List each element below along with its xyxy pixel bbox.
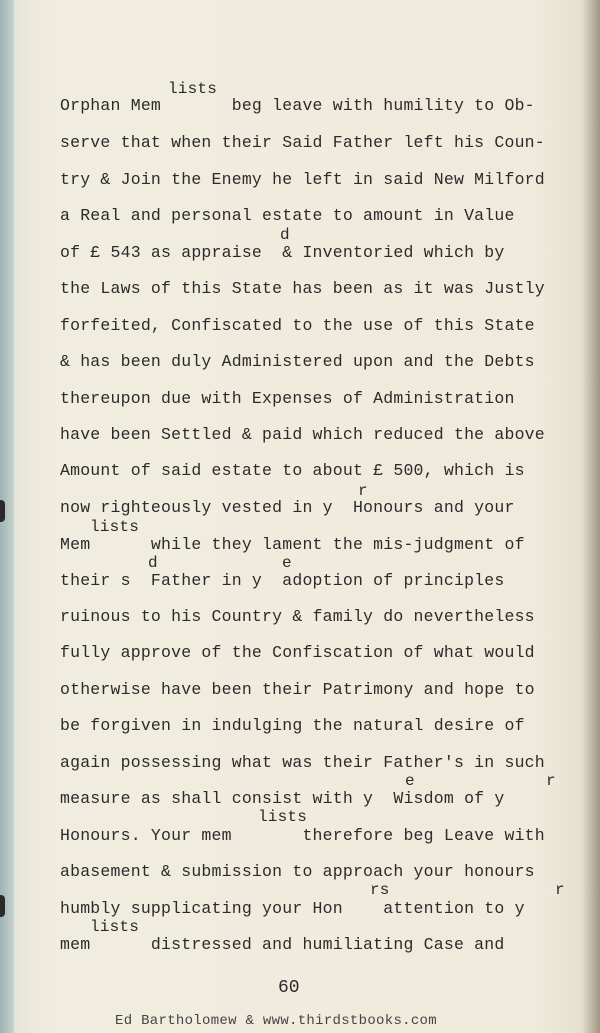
text-line: otherwise have been their Patrimony and hope to: [60, 680, 535, 699]
text-line: Orphan Mem beg leave with humility to Ob-: [60, 96, 535, 115]
superscript: rs: [370, 881, 390, 899]
text-line: abasement & submission to approach your honours: [60, 862, 535, 881]
superscript: r: [555, 881, 565, 899]
text-line: fully approve of the Confiscation of what would: [60, 643, 535, 662]
superscript: r: [546, 772, 556, 790]
page-edge-shadow: [582, 0, 600, 1033]
superscript: d: [148, 554, 158, 572]
text-line: of £ 543 as appraise & Inventoried which by: [60, 243, 505, 262]
text-line: measure as shall consist with y Wisdom of y: [60, 789, 505, 808]
text-line: mem distressed and humiliating Case and: [60, 935, 505, 954]
text-line: a Real and personal estate to amount in Value: [60, 206, 515, 225]
text-line: again possessing what was their Father's in such: [60, 753, 545, 772]
text-line: the Laws of this State has been as it was Justly: [60, 279, 545, 298]
text-line: Honours. Your mem therefore beg Leave with: [60, 826, 545, 845]
footer-credit: Ed Bartholomew & www.thirdstbooks.com: [115, 1013, 437, 1029]
text-line: & has been duly Administered upon and the Debts: [60, 352, 535, 371]
superscript: lists: [90, 518, 140, 536]
text-line: forfeited, Confiscated to the use of this State: [60, 316, 535, 335]
text-line: try & Join the Enemy he left in said New Milford: [60, 170, 545, 189]
page-number: 60: [278, 978, 300, 998]
binding-hole: [0, 500, 5, 522]
text-line: humbly supplicating your Hon attention to y: [60, 899, 525, 918]
text-line: have been Settled & paid which reduced the above: [60, 425, 545, 444]
superscript: e: [405, 772, 415, 790]
superscript: e: [282, 554, 292, 572]
superscript: r: [358, 482, 368, 500]
text-line: Amount of said estate to about £ 500, which is: [60, 461, 525, 480]
text-line: their s Father in y adoption of principles: [60, 571, 505, 590]
superscript: lists: [90, 918, 140, 936]
text-line: be forgiven in indulging the natural desire of: [60, 716, 525, 735]
text-line: now righteously vested in y Honours and your: [60, 498, 515, 517]
binding-hole: [0, 895, 5, 917]
superscript: lists: [168, 80, 218, 98]
text-line: serve that when their Said Father left his Coun-: [60, 133, 545, 152]
text-line: ruinous to his Country & family do nevertheless: [60, 607, 535, 626]
superscript: d: [280, 226, 290, 244]
text-line: thereupon due with Expenses of Administration: [60, 389, 515, 408]
text-line: Mem while they lament the mis-judgment of: [60, 535, 525, 554]
superscript: lists: [258, 808, 308, 826]
